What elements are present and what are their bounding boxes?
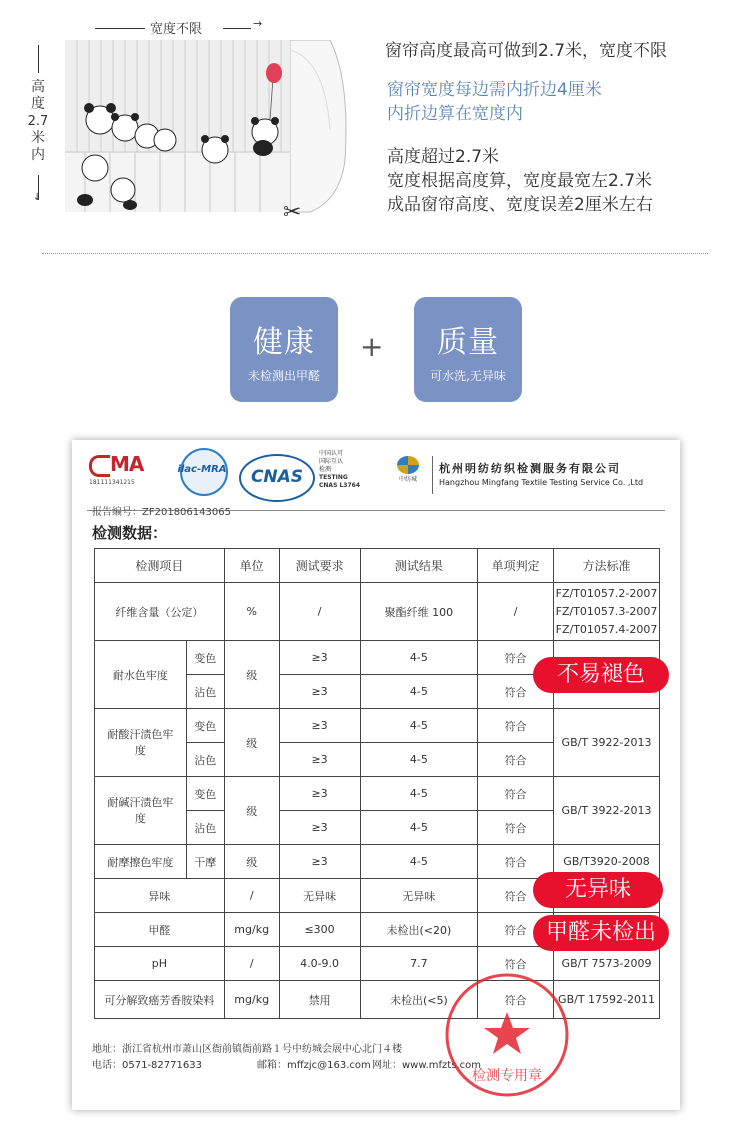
report-address: 地址：浙江省杭州市萧山区衙前镇衙前路１号中纺城会展中心北门４楼	[92, 1044, 402, 1055]
report-header	[87, 448, 667, 508]
stamp-text: 检测专用章	[472, 1068, 542, 1084]
test-report	[72, 440, 680, 1110]
report-number: 报告编号：ZF201806143065	[92, 507, 231, 518]
report-email: 邮箱：mffzjc@163.com	[257, 1060, 371, 1071]
tag-no-fade: 不易褪色	[533, 657, 669, 693]
header-requirement: 测试要求	[279, 549, 360, 583]
table-row: 纤维含量（公定） % / 聚酯纤维 100 / FZ/T01057.2-2007 FZ/T01057.3-2007 FZ/T01057.4-2007	[95, 583, 660, 641]
note-size-detail: 高度超过2.7米 宽度根据高度算，宽度最宽左2.7米 成品窗帘高度、宽度误差2厘米左右	[387, 147, 653, 215]
height-label: 高 度 2.7 米 内	[27, 79, 49, 163]
badge-quality: 质量 可水洗,无异味	[414, 297, 522, 402]
cma-logo: MA 181111341215	[89, 452, 144, 486]
table-row: 耐水色牢度 变色 级 ≥3 4-5 符合	[95, 641, 660, 675]
scissors-icon: ✂	[283, 200, 302, 225]
header-result: 测试结果	[360, 549, 478, 583]
table-row: pH / 4.0-9.0 7.7 符合 GB/T 7573-2009	[95, 947, 660, 981]
report-phone: 电话：0571-82771633	[92, 1060, 202, 1071]
width-dimension: 宽度不限 →	[95, 18, 295, 38]
org-name: 杭州明纺纺织检测服务有限公司 Hangzhou Mingfang Textile Testing Service Co. ,Ltd	[439, 462, 644, 487]
table-header-row	[95, 549, 660, 583]
header-method: 方法标准	[554, 549, 660, 583]
section-title: 检测数据：	[92, 524, 168, 542]
table-row: 耐酸汗渍色牢度 变色 级 ≥3 4-5 符合 GB/T 3922-2013	[95, 709, 660, 743]
cnas-text: 中国认可 国际互认 检测 TESTING CNAS L3764	[319, 450, 361, 489]
table-row: 沾色 ≥3 4-5 符合	[95, 811, 660, 845]
badge-health: 健康 未检测出甲醛	[230, 297, 338, 402]
table-row: 可分解致癌芳香胺染料 mg/kg 禁用 未检出(<5) 符合 GB/T 17592-2011	[95, 981, 660, 1019]
table-row: 甲醛 mg/kg ≤300 未检出(<20) 符合	[95, 913, 660, 947]
note-fold-edge: 窗帘宽度每边需内折边4厘米 内折边算在宽度内	[387, 80, 602, 124]
cnas-logo: CNAS	[239, 454, 315, 502]
curtain-curl-illustration	[290, 40, 360, 212]
header-item: 检测项目	[95, 549, 225, 583]
tag-no-formaldehyde: 甲醛未检出	[533, 915, 669, 951]
table-row: 耐摩擦色牢度 干摩 级 ≥3 4-5 符合 GB/T3920-2008	[95, 845, 660, 879]
header-unit: 单位	[224, 549, 279, 583]
table-row: 耐碱汗渍色牢度 变色 级 ≥3 4-5 符合 GB/T 3922-2013	[95, 777, 660, 811]
table-row: 沾色 ≥3 4-5 符合	[95, 743, 660, 777]
ilac-mra-logo: ilac-MRA	[172, 448, 232, 504]
height-dimension: 高 度 2.7 米 内 ↓	[18, 45, 58, 205]
org-logo: 中纺城	[387, 456, 429, 483]
note-size-limit: 窗帘高度最高可做到2.7米，宽度不限	[385, 41, 668, 61]
table-row: 异味 / 无异味 无异味 符合	[95, 879, 660, 913]
section-divider	[42, 253, 708, 254]
curtain-sample-image	[65, 40, 295, 212]
plus-sign: +	[360, 330, 384, 363]
width-label: 宽度不限	[150, 22, 203, 37]
table-row: 沾色 ≥3 4-5 符合	[95, 675, 660, 709]
tag-no-odor: 无异味	[533, 872, 663, 908]
official-stamp	[442, 970, 572, 1100]
header-judgement: 单项判定	[478, 549, 554, 583]
report-website: 网址：www.mfzts.com	[372, 1060, 481, 1071]
